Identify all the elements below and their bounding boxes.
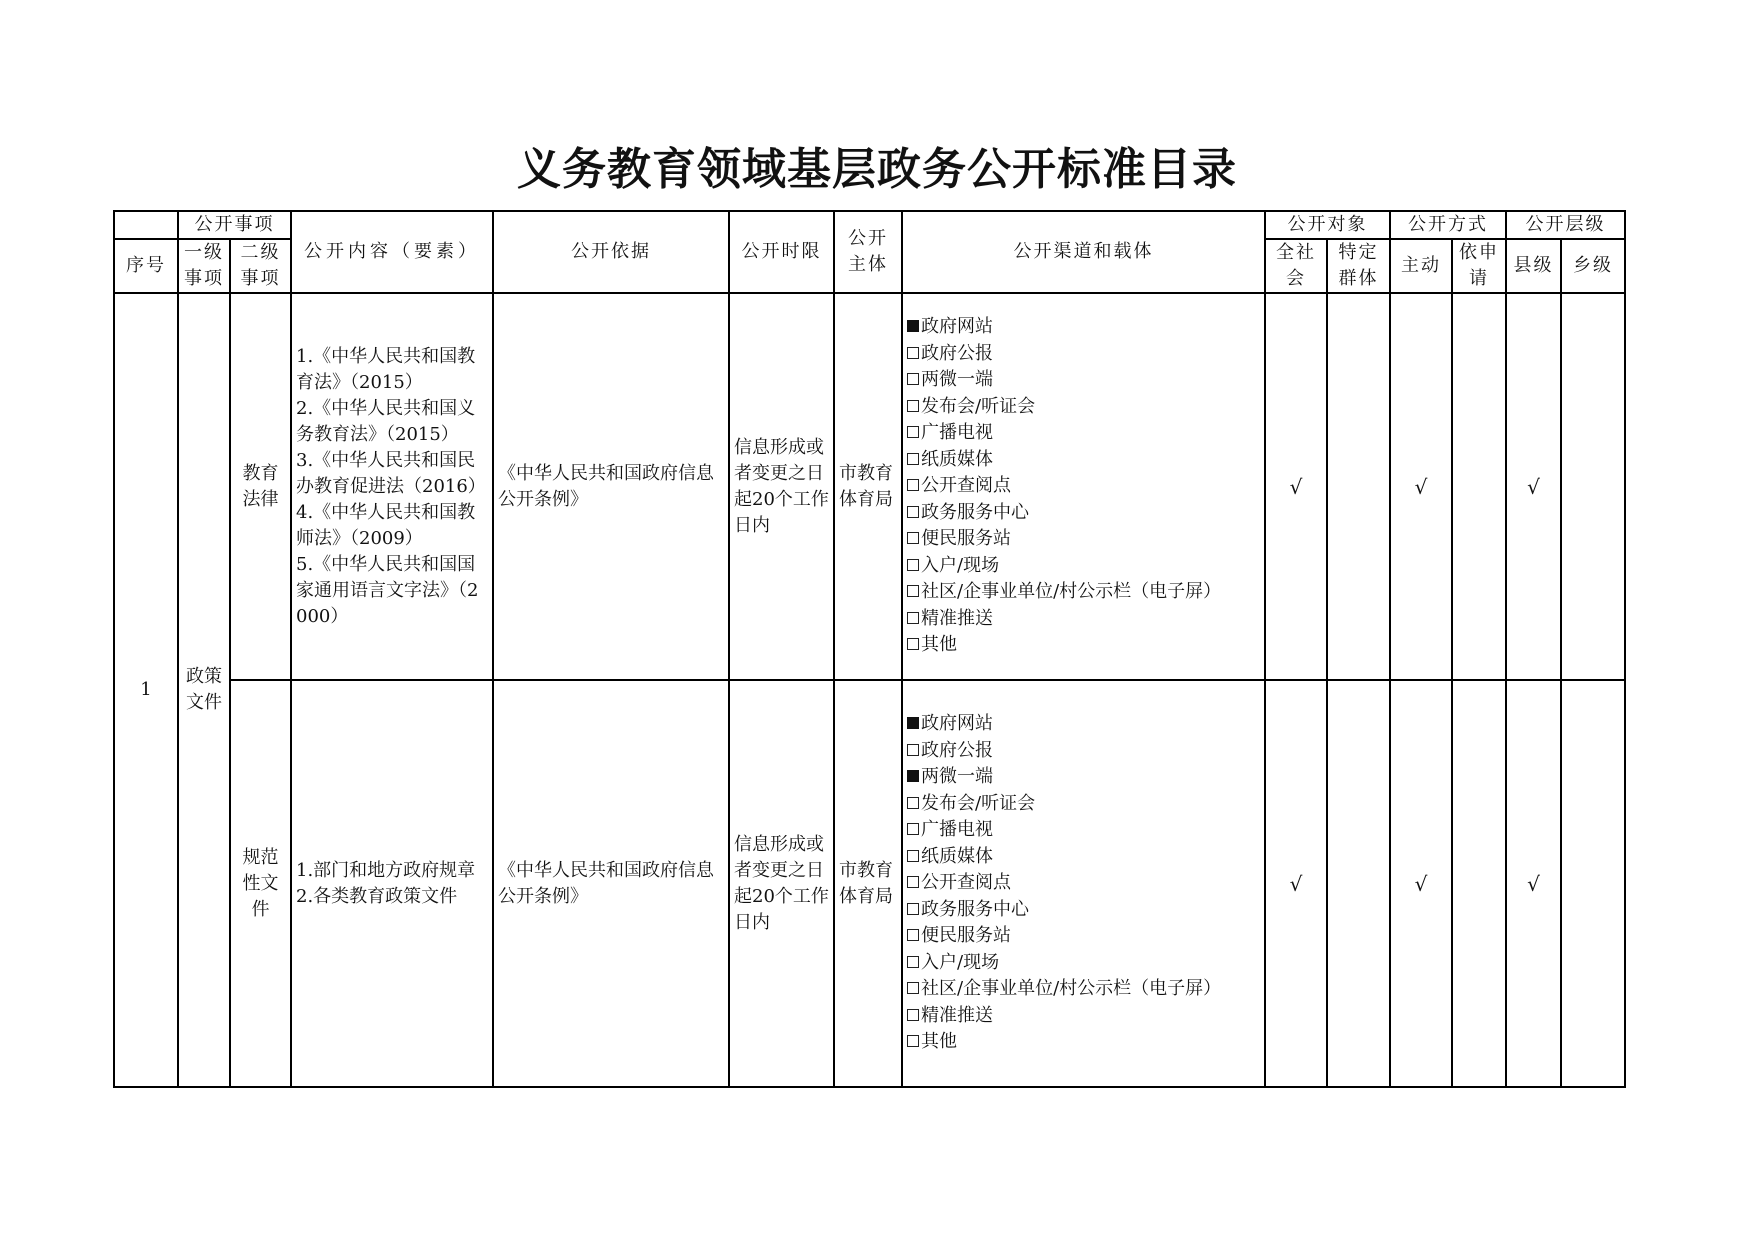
channel-item [907,844,1260,871]
header-target-public: 全社会 [1265,239,1327,293]
content-item: 1.部门和地方政府规章 [296,859,476,881]
channel-label: 两微一端 [921,369,993,391]
channel-item [907,579,1260,606]
row-level-town [1561,680,1625,1087]
empty-box-icon [907,612,919,624]
channel-label: 公开查阅点 [921,872,1011,894]
header-level1: 一级事项 [178,239,230,293]
channel-item [907,341,1260,368]
empty-box-icon [907,744,919,756]
page-title: 义务教育领域基层政务公开标准目录 [517,144,1237,195]
channel-label: 社区/企事业单位/村公示栏（电子屏） [921,978,1222,1000]
empty-box-icon [907,585,919,597]
channel-label: 政府网站 [921,316,993,338]
channel-label: 社区/企事业单位/村公示栏（电子屏） [921,581,1222,603]
row-method-active: √ [1390,293,1452,680]
channel-item [907,870,1260,897]
row-method-request [1452,293,1506,680]
channel-label: 纸质媒体 [921,448,993,470]
header-level-county: 县级 [1506,239,1561,293]
row-channels [902,293,1265,680]
row-level2: 教育法律 [230,293,291,680]
channel-label: 广播电视 [921,819,993,841]
channel-item [907,606,1260,633]
header-target-specific: 特定群体 [1327,239,1390,293]
content-item: 2.各类教育政策文件 [296,885,458,907]
channel-item [907,897,1260,924]
channel-item [907,314,1260,341]
channel-label: 政府网站 [921,713,993,735]
channel-item [907,923,1260,950]
channel-item [907,764,1260,791]
header-channels: 公开渠道和载体 [902,211,1265,293]
empty-box-icon [907,850,919,862]
channel-label: 政府公报 [921,342,993,364]
row-target-public: √ [1265,293,1327,680]
content-item: 4.《中华人民共和国教师法》（2009） [296,501,476,549]
row-target-public: √ [1265,680,1327,1087]
empty-box-icon [907,453,919,465]
header-level2: 二级事项 [230,239,291,293]
channel-item [907,950,1260,977]
empty-box-icon [907,823,919,835]
header-time-limit: 公开时限 [729,211,834,293]
channel-label: 精准推送 [921,607,993,629]
channel-item [907,420,1260,447]
catalog-table [113,210,1626,1088]
channel-item [907,447,1260,474]
channel-item [907,1003,1260,1030]
channel-label: 入户/现场 [921,951,1000,973]
channel-label: 便民服务站 [921,528,1011,550]
empty-box-icon [907,929,919,941]
content-item: 2.《中华人民共和国义务教育法》（2015） [296,397,476,445]
row-target-specific [1327,680,1390,1087]
row-level2: 规范性文件 [230,680,291,1087]
row-level-town [1561,293,1625,680]
channel-item [907,976,1260,1003]
channel-item [907,817,1260,844]
header-group-target: 公开对象 [1265,211,1390,239]
channel-item [907,711,1260,738]
row-method-request [1452,680,1506,1087]
checked-box-icon [907,717,919,729]
content-item: 3.《中华人民共和国民办教育促进法（2016） [296,449,486,497]
empty-box-icon [907,347,919,359]
row-time-limit: 信息形成或者变更之日起20个工作日内 [729,293,834,680]
channel-label: 纸质媒体 [921,845,993,867]
header-basis: 公开依据 [493,211,729,293]
channel-item [907,367,1260,394]
channel-label: 政府公报 [921,739,993,761]
row-content [291,680,493,1087]
empty-box-icon [907,532,919,544]
channel-item [907,500,1260,527]
table-row [114,680,1625,1087]
row-time-limit: 信息形成或者变更之日起20个工作日内 [729,680,834,1087]
empty-box-icon [907,903,919,915]
row-level-county: √ [1506,293,1561,680]
channel-item [907,632,1260,659]
content-item: 5.《中华人民共和国国家通用语言文字法》（2000） [296,553,479,627]
row-content [291,293,493,680]
channel-label: 精准推送 [921,1004,993,1026]
empty-box-icon [907,982,919,994]
header-seq: 序号 [114,239,178,293]
empty-box-icon [907,956,919,968]
row-seq: 1 [114,293,178,1087]
header-method-active: 主动 [1390,239,1452,293]
empty-box-icon [907,638,919,650]
channel-label: 发布会/听证会 [921,395,1036,417]
checked-box-icon [907,770,919,782]
row-subject: 市教育体育局 [834,293,902,680]
channel-item [907,553,1260,580]
empty-box-icon [907,426,919,438]
row-level1: 政策文件 [178,293,230,1087]
header-group-method: 公开方式 [1390,211,1506,239]
header-content: 公开内容（要素） [291,211,493,293]
channel-label: 发布会/听证会 [921,792,1036,814]
header-group-level: 公开层级 [1506,211,1625,239]
channel-item [907,394,1260,421]
channel-label: 政务服务中心 [921,501,1029,523]
channel-label: 公开查阅点 [921,475,1011,497]
channel-item [907,1029,1260,1056]
row-level-county: √ [1506,680,1561,1087]
channel-label: 其他 [921,1031,957,1053]
empty-box-icon [907,1009,919,1021]
row-subject: 市教育体育局 [834,680,902,1087]
row-channels [902,680,1265,1087]
empty-box-icon [907,1035,919,1047]
content-item: 1.《中华人民共和国教育法》（2015） [296,345,476,393]
channel-label: 广播电视 [921,422,993,444]
empty-box-icon [907,797,919,809]
header-level-town: 乡级 [1561,239,1625,293]
channel-item [907,526,1260,553]
empty-box-icon [907,559,919,571]
header-subject: 公开主体 [834,211,902,293]
channel-item [907,791,1260,818]
empty-box-icon [907,876,919,888]
header-blank-top [114,211,178,239]
empty-box-icon [907,373,919,385]
header-method-request: 依申请 [1452,239,1506,293]
empty-box-icon [907,400,919,412]
empty-box-icon [907,479,919,491]
channel-item [907,473,1260,500]
channel-label: 两微一端 [921,766,993,788]
channel-label: 其他 [921,634,957,656]
empty-box-icon [907,506,919,518]
channel-label: 入户/现场 [921,554,1000,576]
row-basis: 《中华人民共和国政府信息公开条例》 [493,680,729,1087]
header-group-items: 公开事项 [178,211,291,239]
checked-box-icon [907,320,919,332]
channel-label: 政务服务中心 [921,898,1029,920]
row-method-active: √ [1390,680,1452,1087]
channel-label: 便民服务站 [921,925,1011,947]
table-row [114,293,1625,680]
row-basis: 《中华人民共和国政府信息公开条例》 [493,293,729,680]
row-target-specific [1327,293,1390,680]
channel-item [907,738,1260,765]
